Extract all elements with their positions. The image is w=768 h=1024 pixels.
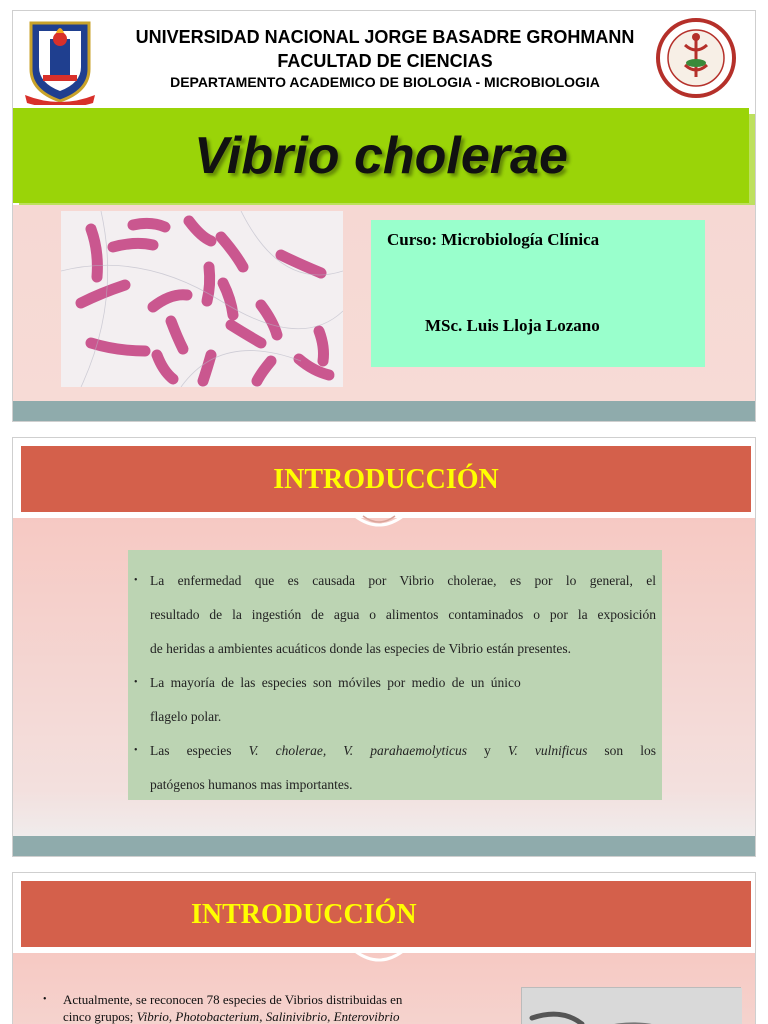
bullet-line: [63, 1008, 402, 1024]
bullet-icon: •: [43, 994, 47, 1005]
genus-name: Photobacterium: [175, 1009, 260, 1024]
species-name: V. vulnificus: [507, 743, 588, 758]
presentation-title: Vibrio cholerae: [194, 127, 568, 185]
microbiology-seal-icon: [655, 17, 737, 99]
list-item: [134, 734, 656, 802]
course-info-box: [371, 220, 705, 367]
separator: ,: [168, 1009, 176, 1024]
introduction-slide: [12, 437, 756, 857]
section-heading-band: [21, 881, 751, 947]
species-names: V. cholerae, V. parahaemolyticus: [248, 743, 467, 758]
bullet-icon: •: [134, 575, 138, 586]
bullet-text: Las especies: [150, 743, 249, 758]
bullet-line: La enfermedad que es causada por Vibrio cholerae, es por lo general, el: [150, 573, 656, 588]
footer-strip: [13, 401, 755, 421]
department-name: DEPARTAMENTO ACADEMICO DE BIOLOGIA - MICROBIOLOGIA: [170, 74, 600, 90]
professor-name: MSc. Luis Lloja Lozano: [425, 316, 600, 335]
list-item: [134, 564, 656, 666]
separator: ,: [327, 1009, 334, 1024]
bullet-line: flagelo polar.: [150, 709, 222, 724]
section-heading-band: [21, 446, 751, 512]
bullet-line: Actualmente, se reconocen 78 especies de Vibrios distribuidas en: [63, 992, 403, 1007]
genus-name: Vibrio: [136, 1009, 169, 1024]
footer-strip: [13, 836, 755, 856]
title-slide: [12, 10, 756, 422]
genus-name: Salinivibrio: [265, 1009, 328, 1024]
bullet-text: y: [466, 743, 508, 758]
list-item: [134, 666, 656, 734]
list-item: [43, 991, 483, 1024]
bullet-icon: •: [134, 677, 138, 688]
bullet-list: [128, 550, 662, 800]
bullet-text: cinco grupos;: [63, 1009, 137, 1024]
separator: ,: [259, 1009, 266, 1024]
connector-ornament-icon: [353, 510, 405, 530]
micrograph-icon: [521, 987, 741, 1024]
section-heading: INTRODUCCIÓN: [191, 899, 417, 930]
connector-ornament-icon: [353, 945, 405, 965]
university-name: UNIVERSIDAD NACIONAL JORGE BASADRE GROHMANN: [135, 27, 635, 47]
bullet-icon: •: [134, 745, 138, 756]
bullet-line: [150, 734, 656, 768]
genus-name: Enterovibrio: [333, 1009, 400, 1024]
title-band: [13, 108, 749, 203]
bullet-text: son los: [587, 743, 656, 758]
bullet-line: La mayoría de las especies son móviles por medio de un único: [150, 675, 521, 690]
course-name: Curso: Microbiología Clínica: [387, 230, 600, 249]
bullet-line: de heridas a ambientes acuáticos donde las especies de Vibrio están presentes.: [150, 641, 572, 656]
bullet-line: resultado de la ingestión de agua o alimentos contaminados o por la exposición: [150, 607, 656, 622]
introduction-slide-2: [12, 872, 756, 1024]
slide-header: [13, 11, 756, 109]
bullet-line: patógenos humanos mas importantes.: [150, 777, 353, 792]
faculty-name: FACULTAD DE CIENCIAS: [277, 51, 493, 71]
bacteria-micrograph-icon: [61, 211, 343, 387]
section-heading: INTRODUCCIÓN: [273, 464, 499, 495]
